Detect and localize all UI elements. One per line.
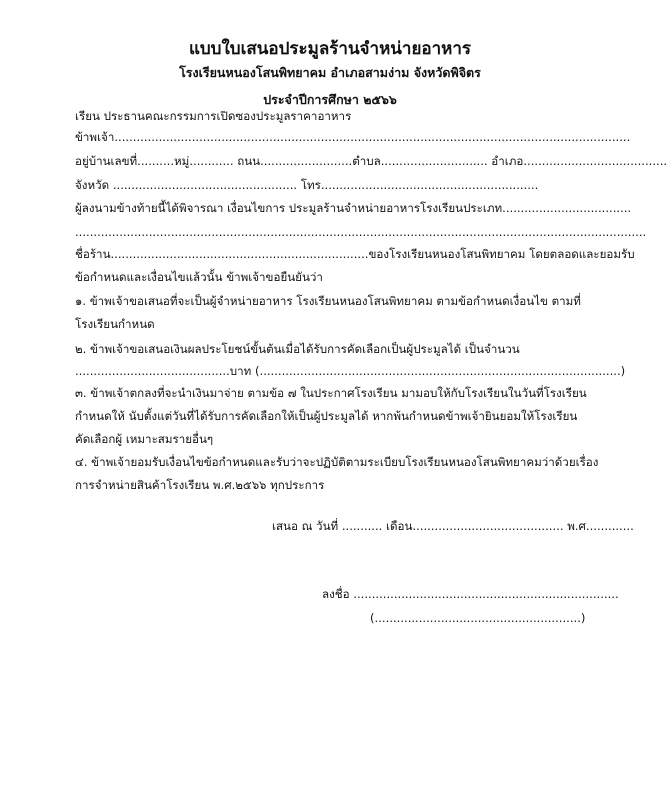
printed-name-line: (........................................................)	[370, 611, 586, 625]
clause-1-line: ๑. ข้าพเจ้าขอเสนอที่จะเป็นผู้จำหน่ายอาหาร โรงเรียนหนองโสนพิทยาคม ตามข้อกำหนดเงื่อนไข ตามที่	[75, 294, 581, 308]
amount-line: ..........................................บาท (..................................................................................................)	[75, 364, 626, 378]
province-phone-line: จังหวัด .................................................. โทร...........................................................	[75, 178, 539, 192]
signature-line: ลงชื่อ ........................................................................	[322, 587, 619, 601]
academic-year-line: ประจำปีการศึกษา ๒๕๖๖	[263, 92, 397, 107]
school-location-line: โรงเรียนหนองโสนพิทยาคม อำเภอสามง่าม จังหวัดพิจิตร	[179, 65, 481, 80]
clause-2-line: ๒. ข้าพเจ้าขอเสนอเงินผลประโยชน์ขั้นต้นเมื่อได้รับการคัดเลือกเป็นผู้ประมูลได้ เป็นจำนวน	[75, 342, 520, 356]
document-title: แบบใบเสนอประมูลร้านจำหน่ายอาหาร	[188, 39, 472, 59]
clause-3-line: ๓. ข้าพเจ้าตกลงที่จะนำเงินมาจ่าย ตามข้อ ๗ ในประกาศโรงเรียน มามอบให้กับโรงเรียนในวันที่โรงเรียน	[75, 386, 587, 400]
shop-name-line: ชื่อร้าน......................................................................ของโรงเรียนหนองโสนพิทยาคม โดยตลอดและยอมรับ	[75, 247, 635, 261]
clause-4-continuation: การจำหน่ายสินค้าโรงเรียน พ.ศ.๒๕๖๖ ทุกประการ	[75, 478, 325, 492]
salutation-line: เรียน ประธานคณะกรรมการเปิดซองประมูลราคาอาหาร	[75, 109, 352, 123]
submission-date-line: เสนอ ณ วันที่ ........... เดือน......................................... พ.ศ.............	[272, 519, 634, 533]
consideration-line: ผู้ลงนามข้างท้ายนี้ได้พิจารณา เงื่อนไขการ ประมูลร้านจำหน่ายอาหารโรงเรียนประเภท...................................	[75, 201, 632, 215]
acceptance-line: ข้อกำหนดและเงื่อนไขแล้วนั้น ข้าพเจ้าขอยืนยันว่า	[75, 270, 323, 284]
clause-4-line: ๔. ข้าพเจ้ายอมรับเงื่อนไขข้อกำหนดและรับว่าจะปฏิบัติตามระเบียบโรงเรียนหนองโสนพิทยาคมว่าด้วยเรื่อง	[75, 455, 599, 469]
clause-1-continuation: โรงเรียนกำหนด	[75, 317, 155, 331]
applicant-name-line: ข้าพเจ้า............................................................................................................................................	[75, 130, 631, 144]
clause-3-continuation: กำหนดให้ นับตั้งแต่วันที่ได้รับการคัดเลือกให้เป็นผู้ประมูลได้ หากพ้นกำหนดข้าพเจ้ายินยอมให้โรงเรียน	[75, 409, 578, 423]
blank-fill-line: ...........................................................................................................................................................	[75, 225, 647, 239]
clause-3-ending: คัดเลือกผู้ เหมาะสมรายอื่นๆ	[75, 432, 214, 446]
address-line: อยู่บ้านเลขที่..........หมู่............ ถนน.........................ตำบล............................. อำเภอ.......................................	[75, 154, 667, 168]
